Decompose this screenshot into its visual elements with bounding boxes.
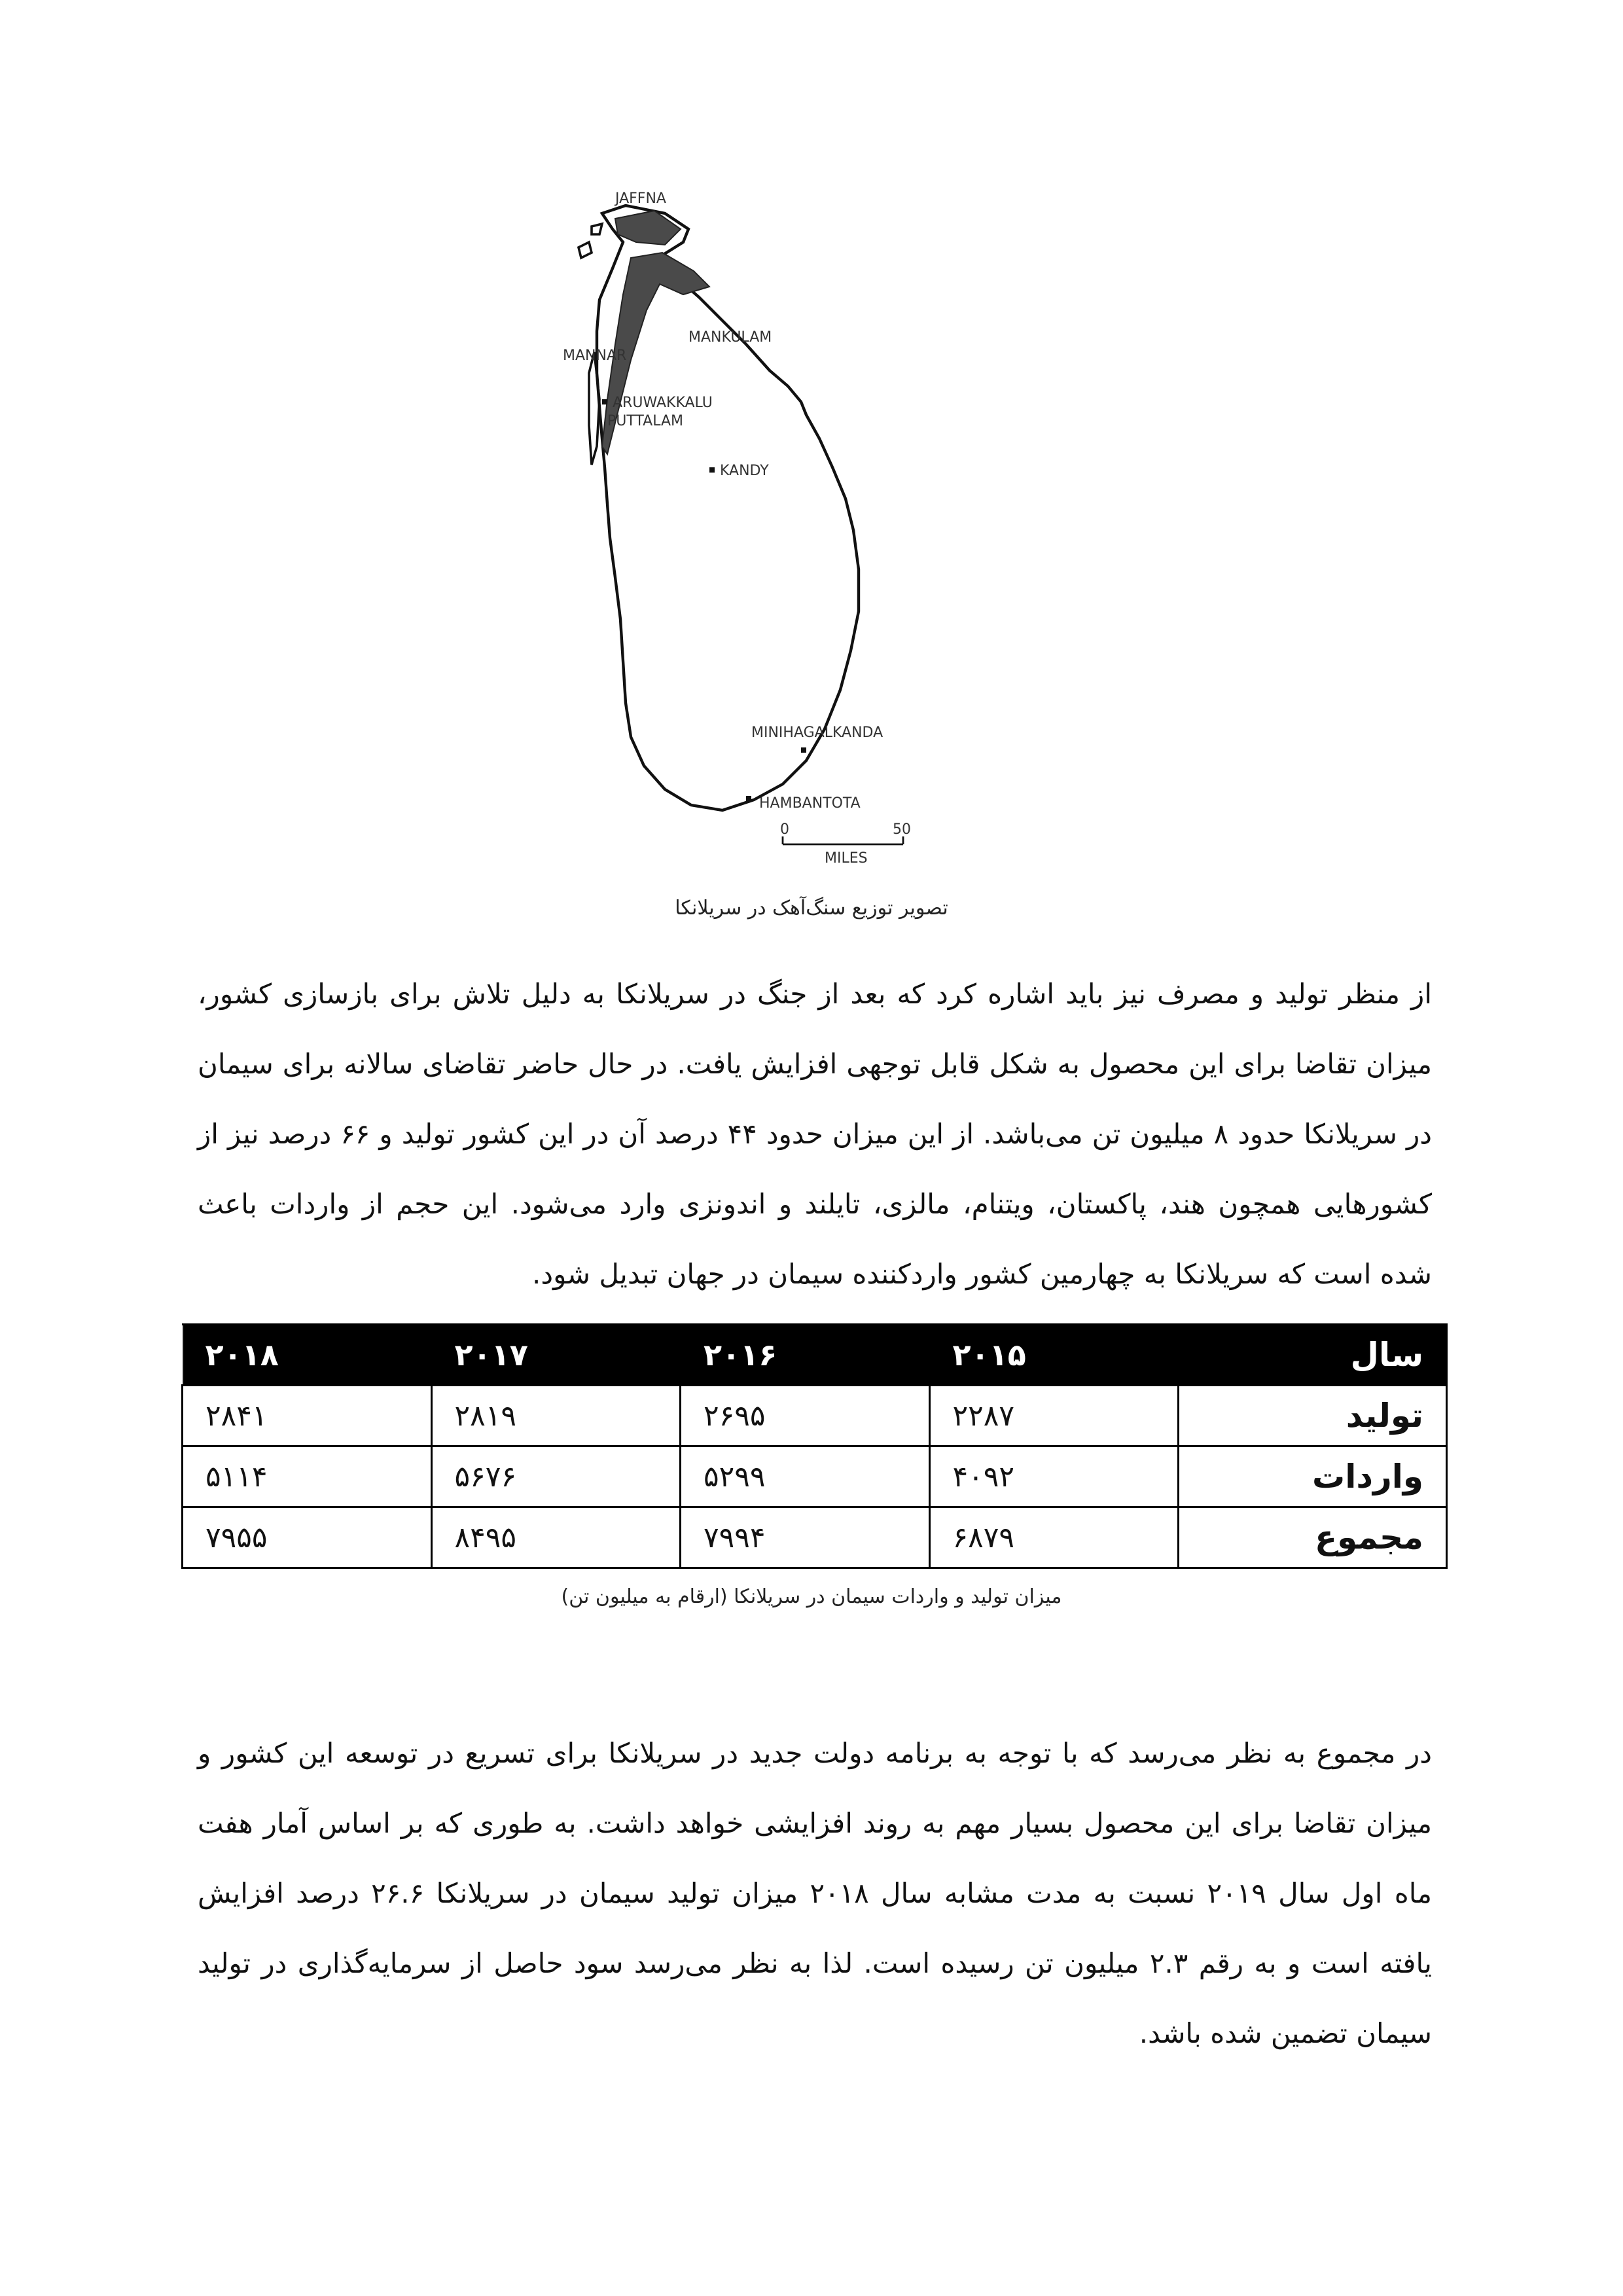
table-cell: ۵۱۱۴ [183,1446,432,1507]
marker-kandy [709,467,715,473]
table-cell: ۲۸۴۱ [183,1386,432,1446]
paragraph-production-consumption: از منظر تولید و مصرف نیز باید اشاره کرد که بعد از جنگ در سریلانکا به دلیل تلاش برای بازسازی کشور، میزان تقاضا برای این محصول به شکل قابل توجهی افزایش یافت. در حال حاضر تقاضای سالانه برای سیمان در سریلانکا حدود ۸ میلیون تن می‌باشد. از این میزان حدود ۴۴ درصد آن در این کشور تولید و ۶۶ درصد نیز از کشورهایی همچون هند، پاکستان، ویتنام، مالزی، تایلند و اندونزی وارد می‌شود. این حجم از واردات باعث شده است که سریلانکا به چهارمین کشور واردکننده سیمان در جهان تبدیل شود. [198,978,1433,1290]
table-cell: ۵۲۹۹ [681,1446,930,1507]
table-cell: ۲۶۹۵ [681,1386,930,1446]
row-label: تولید [1179,1386,1447,1446]
map-caption: تصویر توزیع سنگ‌آهک در سریلانکا [675,897,948,920]
marker-aruwakkalu [602,399,607,404]
table-row-imports [183,1446,1447,1507]
row-label: مجموع [1179,1507,1447,1568]
map-scale-unit: MILES [825,850,868,867]
map-label-jaffna: JAFFNA [615,190,666,207]
header-year-label: سال [1179,1325,1447,1386]
map-label-kandy: KANDY [720,463,769,479]
header-year-2017: ۲۰۱۷ [431,1325,681,1386]
table-cell: ۲۲۸۷ [929,1386,1179,1446]
map-label-minihagalkanda: MINIHAGALKANDA [751,725,883,741]
island-delft [579,242,592,258]
island-kayts [592,224,602,234]
header-year-2018: ۲۰۱۸ [183,1325,432,1386]
map-label-aruwakkalu: ARUWAKKALU [613,395,713,411]
marker-hambantota [746,796,751,801]
cement-production-table [181,1323,1448,1569]
table-caption: میزان تولید و واردات سیمان در سریلانکا (ارقام به میلیون تن) [561,1585,1062,1608]
map-label-mannar: MANNAR [563,348,627,364]
map-label-hambantota: HAMBANTOTA [759,795,861,812]
paragraph-outlook: در مجموع به نظر می‌رسد که با توجه به برنامه دولت جدید در سریلانکا برای تسریع در توسعه این کشور و میزان تقاضا برای این محصول بسیار مهم به روند افزایشی خواهد داشت. به طوری که بر اساس آمار هفت ماه اول سال ۲۰۱۹ نسبت به مدت مشابه سال ۲۰۱۸ میزان تولید سیمان در سریلانکا ۲۶.۶ درصد افزایش یافته است و به رقم ۲.۳ میلیون تن رسیده است. لذا به نظر می‌رسد سود حاصل از سرمایه‌گذاری در تولید سیمان تضمین شده باشد. [198,1737,1432,2049]
table-cell: ۸۴۹۵ [431,1507,681,1568]
header-year-2016: ۲۰۱۶ [681,1325,930,1386]
table-cell: ۶۸۷۹ [929,1507,1179,1568]
table-row-total [183,1507,1447,1568]
map-scale-zero: 0 [780,821,789,838]
row-label: واردات [1179,1446,1447,1507]
table-cell: ۷۹۹۴ [681,1507,930,1568]
map-label-puttalam: PUTTALAM [607,413,683,429]
table-cell: ۷۹۵۵ [183,1507,432,1568]
sri-lanka-limestone-map [563,190,1008,890]
map-scale-bar [780,821,911,867]
marker-minihagalkanda [801,747,806,753]
header-year-2015: ۲۰۱۵ [929,1325,1179,1386]
table-cell: ۴۰۹۲ [929,1446,1179,1507]
table-cell: ۵۶۷۶ [431,1446,681,1507]
table-header-row [183,1325,1447,1386]
table-cell: ۲۸۱۹ [431,1386,681,1446]
map-scale-fifty: 50 [893,821,911,838]
table-row-production [183,1386,1447,1446]
map-label-mankulam: MANKULAM [688,329,772,346]
